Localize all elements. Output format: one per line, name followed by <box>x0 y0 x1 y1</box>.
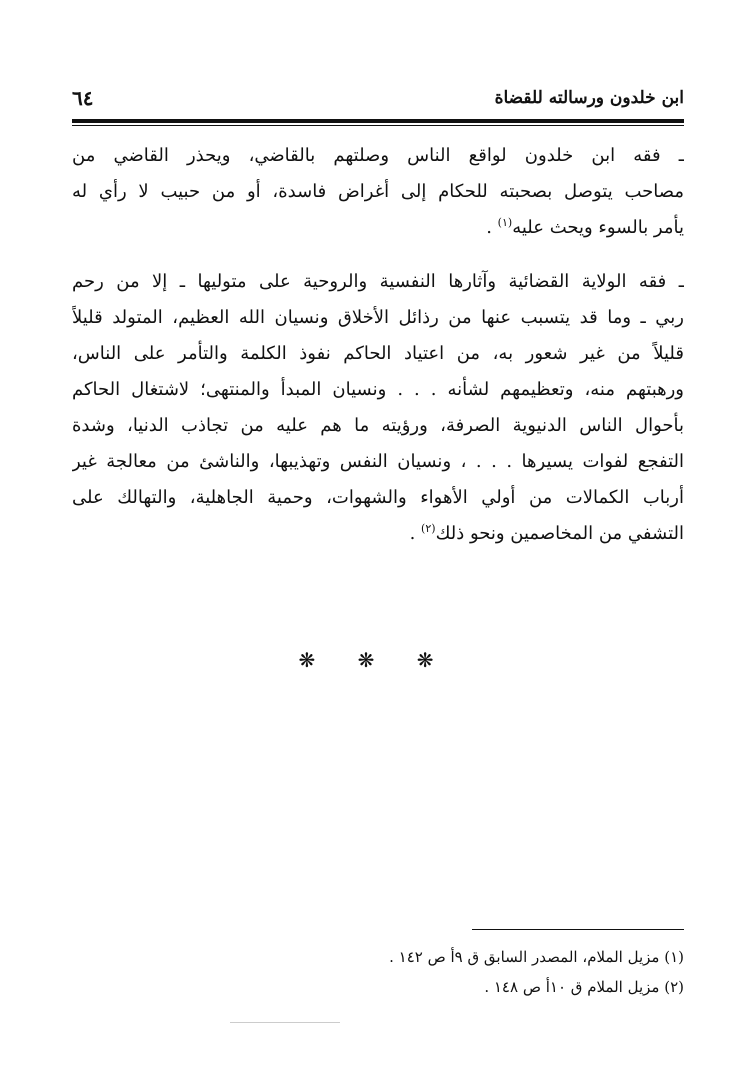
paragraph-2-line-1: ـ فقه الولاية القضائية وآثارها النفسية والروحية على متوليها ـ إلا من رحم <box>72 271 684 292</box>
paragraph-2-line-6: التفجع لفوات يسيرها . . . ، ونسيان النفس وتهذيبها، والناشئ من معالجة غير <box>72 451 684 472</box>
footnotes <box>72 942 684 1002</box>
section-separator-asterisks: ❋ ❋ ❋ <box>298 648 452 672</box>
footnote-ref-1[interactable]: (١) <box>497 216 513 229</box>
paragraph-2-line-7: أرباب الكمالات من أولي الأهواء والشهوات، وحمية الجاهلية، والتهالك على <box>72 487 684 508</box>
footnote-ref-2[interactable]: (٢) <box>421 522 436 535</box>
footnote-2: (٢) مزيل الملام ق ١٠أ ص ١٤٨ . <box>484 978 684 996</box>
paragraph-1-line-3-text: يأمر بالسوء ويحث عليه <box>512 217 684 238</box>
paragraph-2-line-4: ورهبتهم منه، وتعظيمهم لشأنه . . . ونسيان المبدأ والمنتهى؛ لاشتغال الحاكم <box>72 379 684 400</box>
paragraph-2-line-2: ربي ـ وما قد يتسبب عنها من رذائل الأخلاق ونسيان الله العظيم، المتولد قليلاً <box>72 307 684 328</box>
paragraph-1-ending: . <box>486 217 498 238</box>
header-rule-thick <box>72 119 684 123</box>
page-number: ٦٤ <box>72 86 94 110</box>
paragraph-1-line-1: ـ فقه ابن خلدون لواقع الناس وصلتهم بالقاضي، ويحذر القاضي من <box>72 145 684 166</box>
paragraph-2-line-5: بأحوال الناس الدنيوية الصرفة، ورؤيته ما هم عليه من تجاذب الدنيا، وشدة <box>72 415 684 436</box>
body-text <box>72 138 684 552</box>
paragraph-2 <box>72 264 684 552</box>
paragraph-2-line-8-text: التشفي من المخاصمين ونحو ذلك <box>435 523 684 544</box>
footnote-1: (١) مزيل الملام، المصدر السابق ق ٩أ ص ١٤٢ . <box>389 948 684 966</box>
footnote-rule <box>472 929 684 930</box>
paragraph-2-ending: . <box>409 523 422 544</box>
header-rule-thin <box>72 125 684 126</box>
paragraph-2-line-8 <box>72 516 684 552</box>
paragraph-2-line-3: قليلاً من غير شعور به، من اعتياد الحاكم نفوذ الكلمة والتأمر على الناس، <box>72 343 684 364</box>
paragraph-1-line-2: مصاحب يتوصل بصحبته للحكام إلى أغراض فاسدة، أو من حبيب لا رأي له <box>72 181 684 202</box>
running-header <box>72 84 684 114</box>
paragraph-1 <box>72 138 684 246</box>
scan-artifact <box>230 1022 340 1023</box>
paragraph-1-line-3 <box>72 210 684 246</box>
running-header-title: ابن خلدون ورسالته للقضاة <box>494 88 684 108</box>
